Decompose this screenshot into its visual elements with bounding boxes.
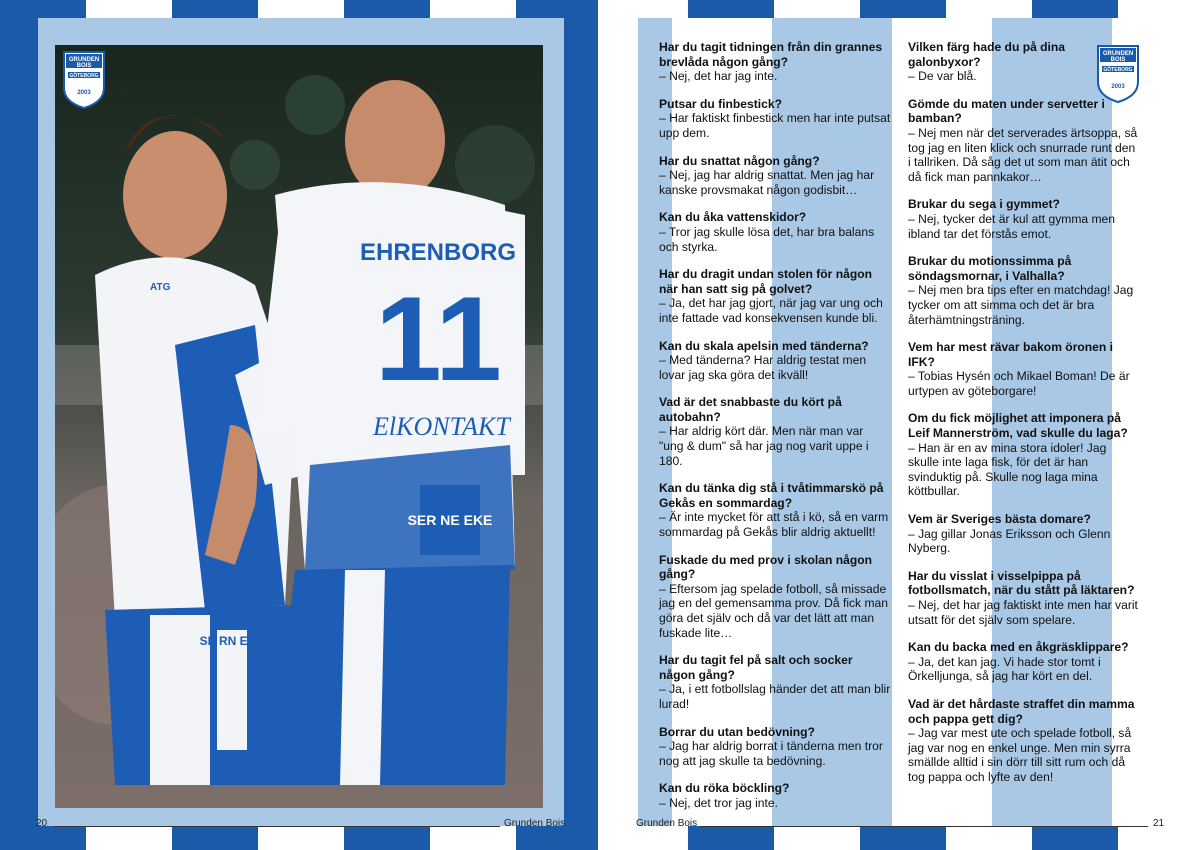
question: Vilken färg hade du på dina galonbyxor? [908,40,1066,69]
club-logo-left [60,48,108,110]
logo-line1: GRUNDEN [68,57,100,63]
qa-item [659,154,891,198]
logo-line2: BOIS [76,63,92,69]
logo-line1: GRUNDEN [1102,51,1134,57]
question: Vem är Sveriges bästa domare? [908,512,1091,527]
question: Har du visslat i visselpippa på fotbollsmatch, när du stått på läktaren? [908,568,1135,598]
logo-year: 2003 [1111,84,1125,90]
qa-item [659,395,891,468]
answer: – Ja, det kan jag. Vi hade stor tomt i Örkelljunga, så jag har kört en del. [908,654,1101,684]
player-photo-illustration [55,45,543,808]
qa-item [908,697,1140,785]
answer: – Han är en av mina stora idoler! Jag skulle inte laga fisk, för det är han svinduktig på. Skulle nog laga mina köttbullar. [908,440,1107,499]
qa-item [908,197,1140,241]
answer: – Nej, det tror jag inte. [659,795,778,810]
player-photo [55,45,543,808]
question: Kan du skala apelsin med tänderna? [659,338,869,353]
footer-text-left: Grunden Bois [504,818,566,829]
question: Brukar du motionssimma på söndagsmornar, i Valhalla? [908,254,1072,283]
answer: – Med tänderna? Har aldrig testat men lovar jag ska göra det ikväll! [659,353,867,382]
qa-item [659,781,891,810]
answer: – Ja, i ett fotbollslag händer det att man blir lurad! [659,682,891,711]
qa-item [908,512,1140,556]
answer: – De var blå. [908,69,977,84]
qa-item [659,267,891,325]
qa-item [659,97,891,141]
qa-item [908,40,1140,84]
answer: – Nej, jag har aldrig snattat. Men jag har kanske provsmakat någon godisbit… [659,168,875,197]
answer: – Jag var mest ute och spelade fotboll, så jag var nog en enkel unge. Men min syrra smällde alltid i sin dörr till sitt rum och då tog pappa och lyfte av den! [908,726,1132,784]
shorts-sponsor: SE RN EKE [199,634,265,648]
answer: – Ja, det har jag gjort, när jag var ung och inte fattade vad konsekvensen kunde bli. [659,296,883,325]
interview-column-b [908,40,1140,798]
answer: – Tror jag skulle lösa det, har bra balans och styrka. [659,224,875,254]
question: Har du snattat någon gång? [659,153,820,168]
question: Vad är det snabbaste du kört på autobahn? [659,395,842,424]
question: Om du fick möjlighet att imponera på Leif Mannerström, vad skulle du laga? [908,411,1128,441]
patch-sponsor: SER NE EKE [407,512,493,528]
question: Vad är det hårdaste straffet din mamma och pappa gett dig? [908,696,1135,726]
logo-year: 2003 [77,90,91,96]
question: Kan du tänka dig stå i tvåtimmarskö på Gekås en sommardag? [659,481,884,510]
qa-item [908,254,1140,327]
question: Fuskade du med prov i skolan någon gång? [659,552,873,582]
qa-item [908,569,1140,627]
qa-item [659,653,891,711]
qa-item [659,725,891,769]
qa-item [908,411,1140,499]
answer: – Har aldrig kört där. Men när man var "ung & dum" så har jag nog varit uppe i 180. [659,424,869,468]
answer: – Tobias Hysén och Mikael Boman! De är urtypen av göteborgare! [908,369,1130,398]
footer-rule-left [54,826,500,827]
answer: – Jag gillar Jonas Eriksson och Glenn Nyberg. [908,526,1111,556]
shirt-sponsor: ElKONTAKT [373,412,510,441]
logo-line3: GÖTEBORG [69,73,99,79]
question: Brukar du sega i gymmet? [908,197,1060,212]
question: Borrar du utan bedövning? [659,724,815,739]
interview-column-a [659,40,891,824]
shirt-number: 11 [375,272,502,406]
question: Har du tagit fel på salt och socker någon gång? [659,653,853,682]
shirt-name: EHRENBORG [360,239,517,266]
question: Kan du röka böckling? [659,781,790,796]
page-number-right: 21 [1153,818,1165,829]
question: Vem har mest rävar bakom öronen i IFK? [908,340,1114,369]
answer: – Har faktiskt finbestick men har inte putsat upp dem. [659,111,891,140]
qa-item [908,340,1140,398]
page-number-left: 20 [36,818,48,829]
answer: – Nej men när det serverades ärtsoppa, så tog jag en liten klick och snurrade runt den i tallriken. Då såg det ut som man ätit och då fick man pannkakor… [908,125,1138,184]
qa-item [659,210,891,254]
answer: – Nej, det har jag inte. [659,69,778,84]
logo-line3: GÖTEBORG [1103,67,1133,73]
shorts-panel [217,630,247,750]
qa-item [659,553,891,641]
answer: – Nej, tycker det är kul att gymma men ibland tar det förstås emot. [908,211,1116,241]
question: Gömde du maten under servetter i bamban? [908,96,1105,126]
qa-item [659,40,891,84]
answer: – Är inte mycket för att stå i kö, så en varm sommardag på Gekås blir aldrig aktuellt! [659,510,889,540]
question: Putsar du finbestick? [659,96,782,111]
sleeve-brand: ATG [150,282,171,293]
footer-text-right: Grunden Bois [636,818,698,829]
logo-line2: BOIS [1110,57,1126,63]
page-spine [598,0,604,850]
qa-item [908,640,1140,684]
answer: – Eftersom jag spelade fotboll, så missade jag en del gemensamma prov. Då fick man göra det själv och då var det lätt att man fuskade lite… [659,581,888,640]
qa-item [659,339,891,383]
answer: – Nej, det har jag faktiskt inte men har varit utsatt för det själv som spelare. [908,598,1138,627]
question: Har du dragit undan stolen för någon när han satt sig på golvet? [659,267,872,296]
answer: – Nej men bra tips efter en matchdag! Jag tycker om att simma och det är bra återhämtningsträning. [908,283,1134,327]
qa-item [659,481,891,539]
footer-rule-right [700,826,1148,827]
answer: – Jag har aldrig borrat i tänderna men tror nog att jag skulle ta bedövning. [659,739,883,768]
question: Kan du backa med en åkgräsklippare? [908,640,1129,655]
qa-item [908,97,1140,185]
question: Kan du åka vattenskidor? [659,210,807,225]
question: Har du tagit tidningen från din grannes brevlåda någon gång? [659,40,883,69]
